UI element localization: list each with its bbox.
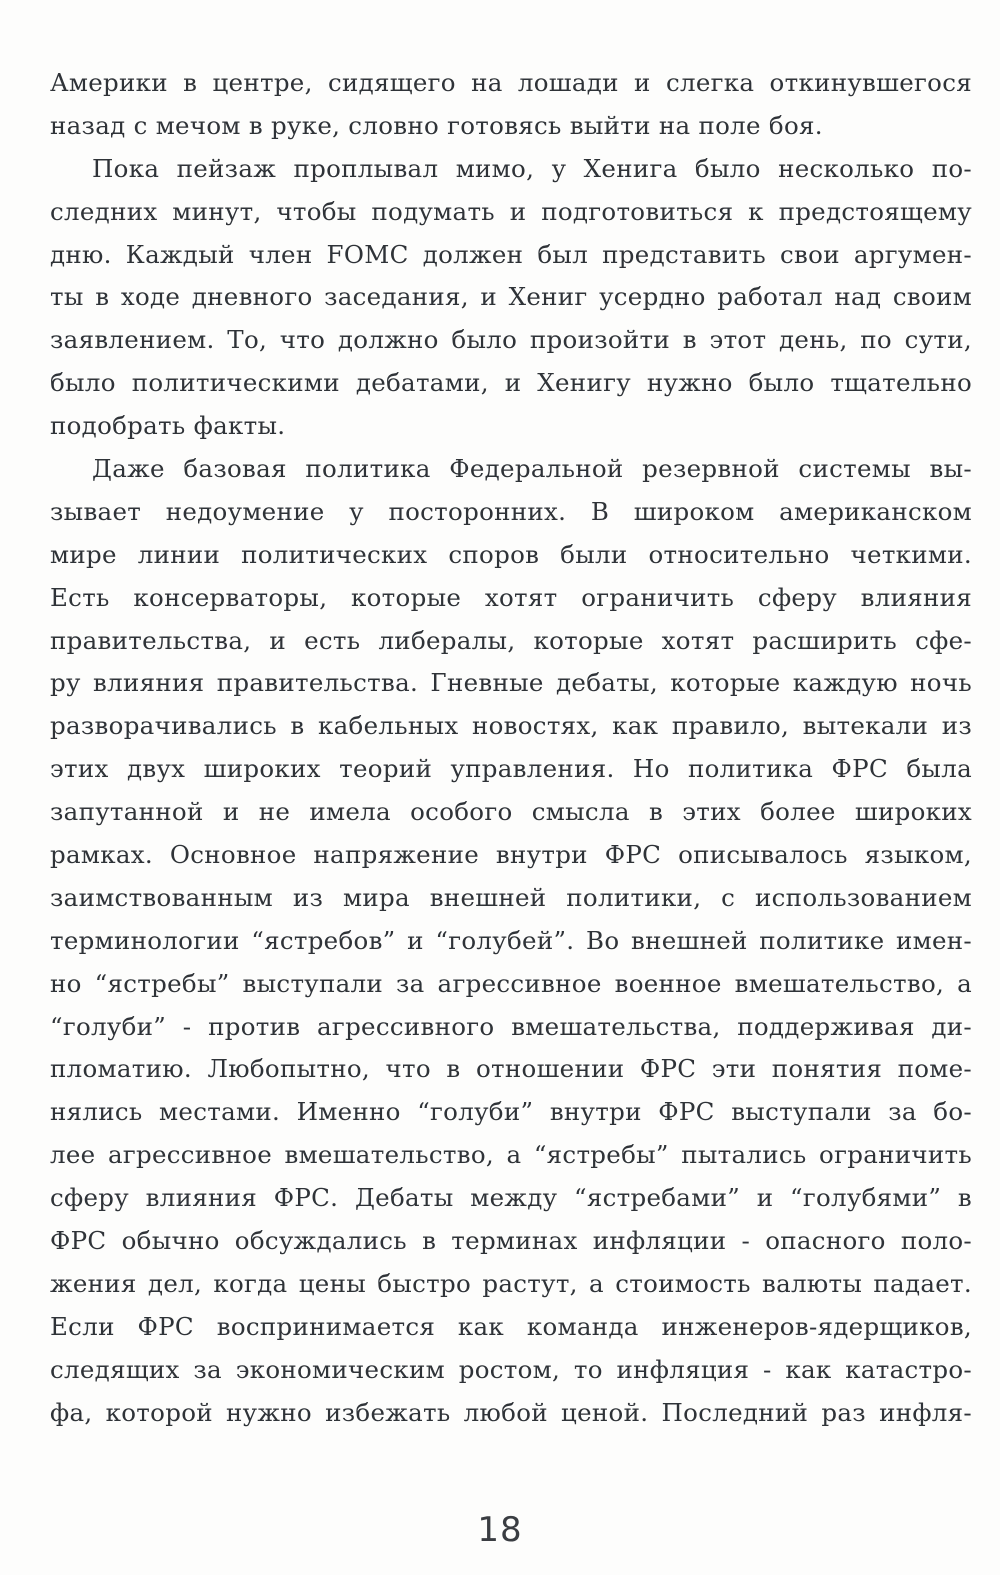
text-line: Если ФРС воспринимается как команда инженеров-ядерщиков,	[50, 1311, 972, 1341]
body-text	[50, 62, 972, 1435]
text-line: этих двух широких теорий управления. Но политика ФРС была	[50, 754, 972, 784]
text-line: нялись местами. Именно “голуби” внутри ФРС выступали за бо-	[50, 1097, 972, 1127]
text-line: было политическими дебатами, и Хенигу нужно было тщательно	[50, 368, 972, 398]
text-line: сферу влияния ФРС. Дебаты между “ястребами” и “голубями” в	[50, 1183, 972, 1213]
text-line: следних минут, чтобы подумать и подготовиться к предстоящему	[50, 196, 972, 226]
page-number: 18	[477, 1510, 523, 1550]
text-line: заимствованным из мира внешней политики, с использованием	[50, 882, 972, 912]
text-line: пломатию. Любопытно, что в отношении ФРС эти понятия поме-	[50, 1054, 972, 1084]
text-line: разворачивались в кабельных новостях, как правило, вытекали из	[50, 711, 972, 741]
text-line: терминологии “ястребов” и “голубей”. Во внешней политике имен-	[50, 925, 972, 955]
text-line: следящих за экономическим ростом, то инфляция - как катастро-	[50, 1354, 972, 1384]
text-line: рамках. Основное напряжение внутри ФРС описывалось языком,	[50, 840, 972, 870]
text-line: Пока пейзаж проплывал мимо, у Хенига было несколько по-	[92, 153, 972, 183]
text-line: запутанной и не имела особого смысла в этих более широких	[50, 797, 972, 827]
paragraph	[50, 448, 972, 1434]
text-line: мире линии политических споров были относительно четкими.	[50, 539, 972, 569]
text-line: Даже базовая политика Федеральной резервной системы вы-	[92, 454, 972, 484]
text-line: жения дел, когда цены быстро растут, а стоимость валюты падает.	[50, 1268, 972, 1298]
paragraph	[50, 62, 972, 148]
paragraph	[50, 148, 972, 448]
text-line: дню. Каждый член FOMC должен был представить свои аргумен-	[50, 239, 972, 269]
text-line: ты в ходе дневного заседания, и Хениг усердно работал над своим	[50, 282, 972, 312]
text-line: заявлением. То, что должно было произойти в этот день, по сути,	[50, 325, 972, 355]
text-line: ФРС обычно обсуждались в терминах инфляции - опасного поло-	[50, 1226, 972, 1256]
text-line: фа, которой нужно избежать любой ценой. Последний раз инфля-	[50, 1397, 972, 1427]
text-line: зывает недоумение у посторонних. В широком американском	[50, 496, 972, 526]
text-line: лее агрессивное вмешательство, а “ястребы” пытались ограничить	[50, 1140, 972, 1170]
text-line: Есть консерваторы, которые хотят ограничить сферу влияния	[50, 582, 972, 612]
text-line: “голуби” - против агрессивного вмешательства, поддерживая ди-	[50, 1011, 972, 1041]
text-line: назад с мечом в руке, словно готовясь выйти на поле боя.	[50, 110, 823, 140]
text-line: Америки в центре, сидящего на лошади и слегка откинувшегося	[50, 68, 972, 97]
text-line: ру влияния правительства. Гневные дебаты, которые каждую ночь	[50, 668, 972, 698]
text-line: но “ястребы” выступали за агрессивное военное вмешательство, а	[50, 968, 972, 998]
text-line: правительства, и есть либералы, которые хотят расширить сфе-	[50, 625, 972, 655]
text-line: подобрать факты.	[50, 411, 286, 441]
